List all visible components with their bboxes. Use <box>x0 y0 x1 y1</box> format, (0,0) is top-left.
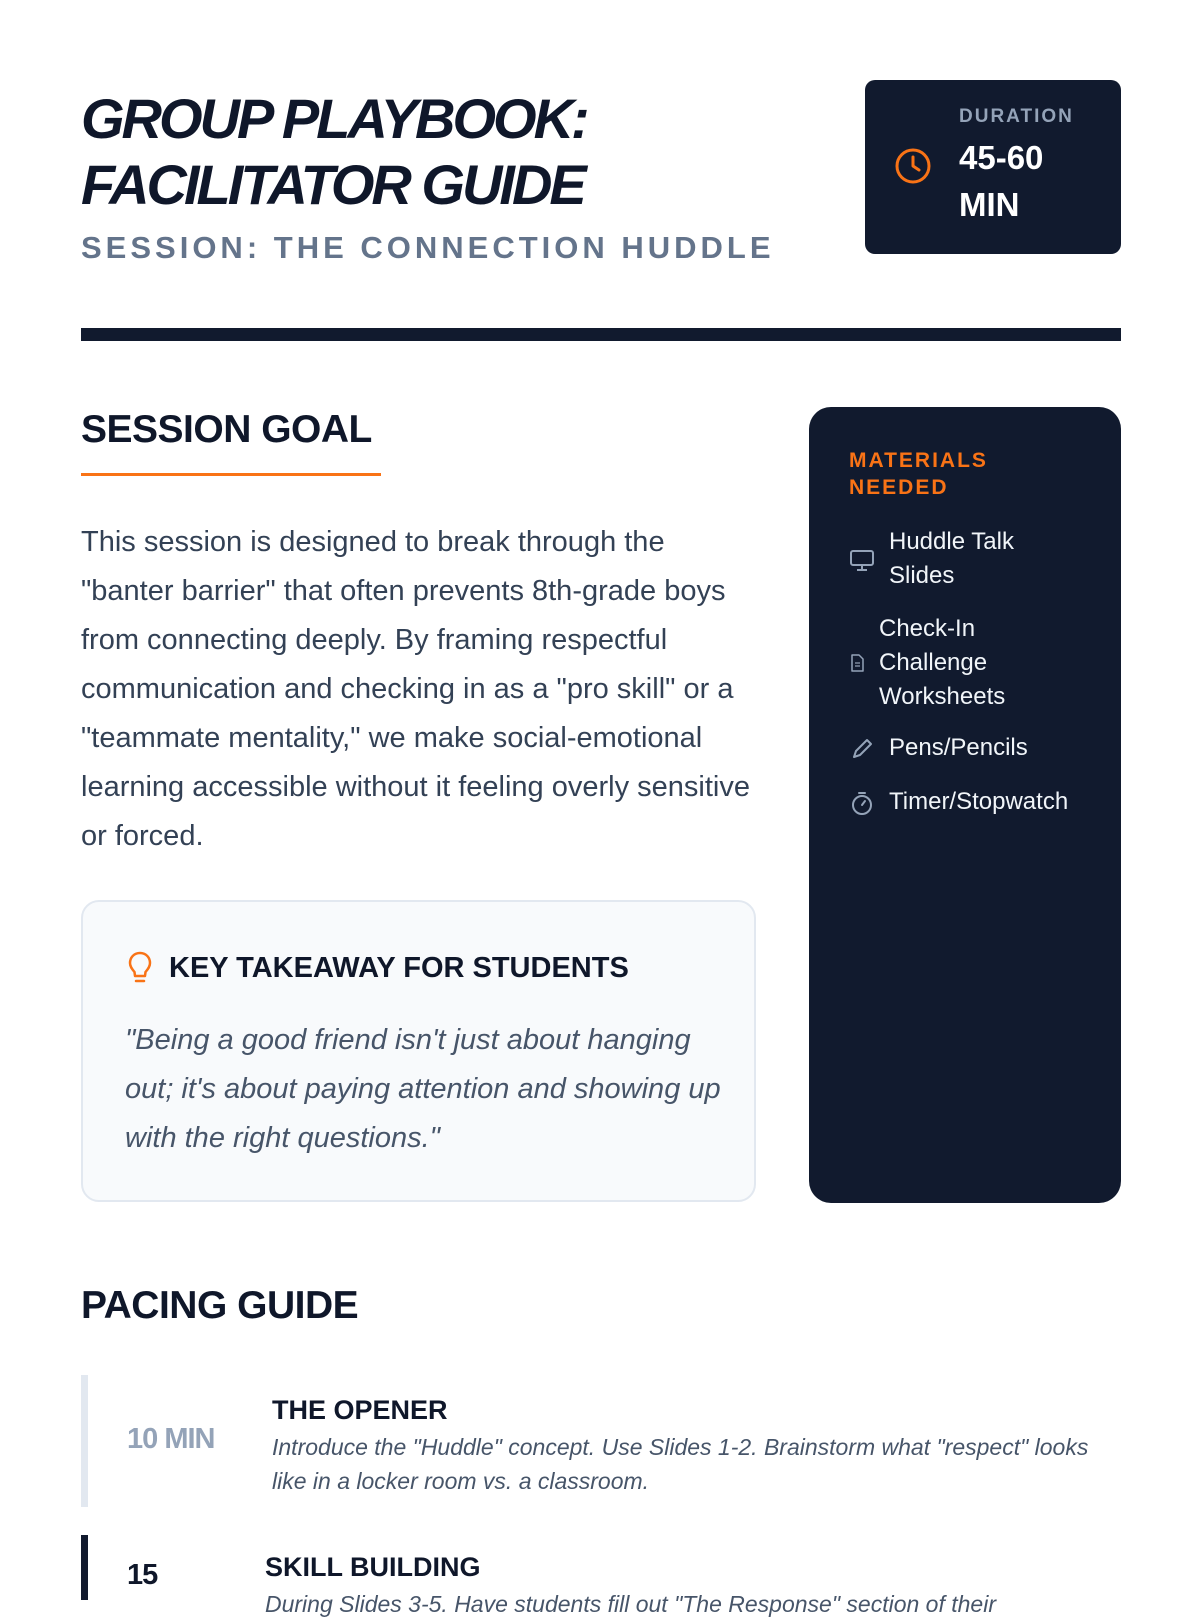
session-goal-text: This session is designed to break through the "banter barrier" that often prevents 8th-grade boys from connecting deeply. By framing respectful communication and checking in as a "pro skill" or a "teammate mentality," we make social-emotional learning accessible without it feeling overly sensitive or forced. <box>81 526 750 852</box>
key-takeaway-card <box>81 900 756 1202</box>
material-label: Check-In Challenge Worksheets <box>879 615 1006 710</box>
monitor-icon <box>849 547 875 573</box>
material-item <box>849 525 1109 595</box>
pacing-row <box>81 1535 1121 1617</box>
material-item <box>849 785 1109 821</box>
pacing-time: 15 <box>127 1559 158 1591</box>
title-line-1: GROUP PLAYBOOK: <box>81 87 587 150</box>
duration-badge <box>865 80 1121 254</box>
timer-icon <box>849 790 875 816</box>
pacing-row-bar <box>81 1535 88 1600</box>
material-item <box>849 731 1109 767</box>
pacing-time: 10 MIN <box>127 1423 215 1455</box>
file-icon <box>849 654 865 672</box>
pacing-guide-heading: PACING GUIDE <box>81 1284 359 1327</box>
key-takeaway-title: KEY TAKEAWAY FOR STUDENTS <box>169 952 629 984</box>
pacing-title: SKILL BUILDING <box>265 1552 481 1582</box>
material-label: Huddle Talk Slides <box>889 528 1014 589</box>
lightbulb-icon <box>127 950 153 986</box>
title-line-2: FACILITATOR GUIDE <box>81 153 584 216</box>
heading-underline <box>81 473 381 476</box>
header <box>81 80 1121 340</box>
pacing-description: Introduce the "Huddle" concept. Use Slides 1-2. Brainstorm what "respect" looks like in a locker room vs. a classroom. <box>272 1434 1089 1494</box>
pencil-icon <box>849 736 875 762</box>
pacing-row-bar <box>81 1375 88 1507</box>
page-title <box>81 86 587 218</box>
session-subtitle: SESSION: THE CONNECTION HUDDLE <box>81 230 775 265</box>
material-item <box>849 612 1109 714</box>
key-takeaway-quote: "Being a good friend isn't just about hanging out; it's about paying attention and showing up with the right questions." <box>125 1024 721 1154</box>
materials-panel <box>809 407 1121 1203</box>
clock-icon <box>893 146 933 186</box>
session-goal-heading: SESSION GOAL <box>81 408 372 451</box>
material-label: Pens/Pencils <box>889 734 1028 761</box>
pacing-row <box>81 1375 1121 1507</box>
duration-label: DURATION <box>959 106 1074 127</box>
pacing-description: During Slides 3-5. Have students fill out "The Response" section of their <box>265 1591 996 1617</box>
header-divider <box>81 328 1121 341</box>
duration-value: 45-60 MIN <box>959 139 1044 223</box>
material-label: Timer/Stopwatch <box>889 788 1069 815</box>
pacing-title: THE OPENER <box>272 1395 448 1425</box>
materials-title: MATERIALS NEEDED <box>849 449 988 499</box>
